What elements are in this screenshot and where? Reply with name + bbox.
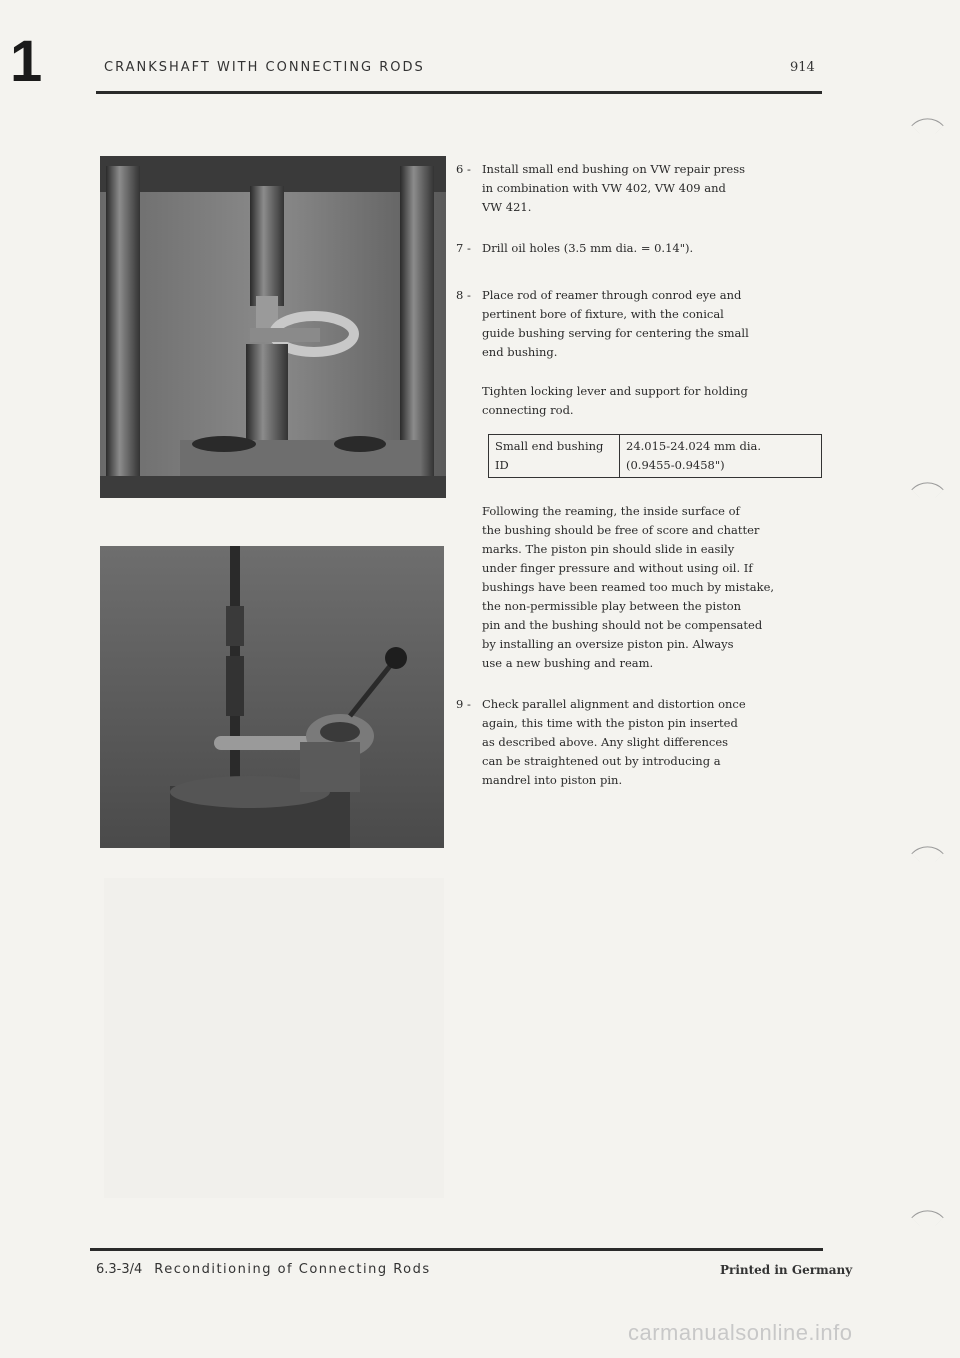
para-line: use a new bushing and ream.	[482, 656, 654, 670]
spec-value-line: 24.015-24.024 mm dia.	[626, 439, 762, 453]
note-line: connecting rod.	[482, 403, 574, 417]
watermark: carmanualsonline.info	[628, 1320, 853, 1345]
step-line: mandrel into piston pin.	[482, 773, 623, 787]
step-line: in combination with VW 402, VW 409 and	[482, 181, 726, 195]
step-line: again, this time with the piston pin inserted	[482, 716, 738, 730]
footer-section-number: 6.3-3/4	[96, 1262, 143, 1277]
spec-label-line: Small end bushing	[495, 439, 604, 453]
footer-rule	[90, 1248, 823, 1251]
reaming-paragraph	[456, 502, 826, 673]
para-line: pin and the bushing should not be compensated	[482, 618, 763, 632]
para-line: under finger pressure and without using oil. If	[482, 561, 753, 575]
step-line: end bushing.	[482, 345, 558, 359]
note-line: Tighten locking lever and support for holding	[482, 384, 748, 398]
para-line: the non-permissible play between the piston	[482, 599, 742, 613]
header-rule	[96, 91, 822, 94]
step-line: Drill oil holes (3.5 mm dia. = 0.14").	[482, 241, 694, 255]
para-line: bushings have been reamed too much by mistake,	[482, 580, 775, 594]
footer-section-title: Reconditioning of Connecting Rods	[154, 1262, 431, 1277]
step-line: Check parallel alignment and distortion once	[482, 697, 746, 711]
para-line: the bushing should be free of score and chatter	[482, 523, 760, 537]
step-line: VW 421.	[482, 200, 532, 214]
spec-label-line: ID	[495, 458, 509, 472]
step-number: 6 -	[456, 162, 471, 176]
instructions-column	[456, 160, 826, 810]
spec-value	[620, 435, 822, 478]
step-number: 8 -	[456, 288, 471, 302]
table-row	[489, 435, 822, 478]
step-7	[456, 239, 826, 258]
note-tighten	[456, 382, 826, 420]
para-line: Following the reaming, the inside surface of	[482, 504, 740, 518]
step-line: as described above. Any slight differences	[482, 735, 729, 749]
binder-hole-mark	[911, 109, 944, 142]
para-line: marks. The piston pin should slide in easily	[482, 542, 735, 556]
repair-press-illustration	[100, 156, 446, 498]
spec-value-line: (0.9455-0.9458")	[626, 458, 725, 472]
blank-area	[104, 878, 444, 1198]
para-line: by installing an oversize piston pin. Always	[482, 637, 734, 651]
spec-table	[488, 434, 822, 478]
step-line: Install small end bushing on VW repair press	[482, 162, 746, 176]
binder-hole-mark	[911, 1201, 944, 1234]
step-number: 7 -	[456, 241, 471, 255]
step-number: 9 -	[456, 697, 471, 711]
binder-hole-mark	[911, 837, 944, 870]
photo-reamer	[100, 546, 444, 848]
step-line: pertinent bore of fixture, with the conical	[482, 307, 724, 321]
chapter-number: 1	[10, 29, 43, 94]
step-line: guide bushing serving for centering the small	[482, 326, 749, 340]
footer-printed: Printed in Germany	[720, 1263, 853, 1277]
step-8	[456, 286, 826, 362]
step-9	[456, 695, 826, 790]
page-number: 914	[790, 60, 815, 75]
step-line: can be straightened out by introducing a	[482, 754, 721, 768]
spec-label	[489, 435, 620, 478]
reamer-illustration	[100, 546, 444, 848]
step-line: Place rod of reamer through conrod eye and	[482, 288, 742, 302]
binder-hole-mark	[911, 473, 944, 506]
footer-section	[96, 1262, 431, 1277]
photo-repair-press	[100, 156, 446, 498]
step-6	[456, 160, 826, 217]
page-title: CRANKSHAFT WITH CONNECTING RODS	[104, 60, 425, 75]
